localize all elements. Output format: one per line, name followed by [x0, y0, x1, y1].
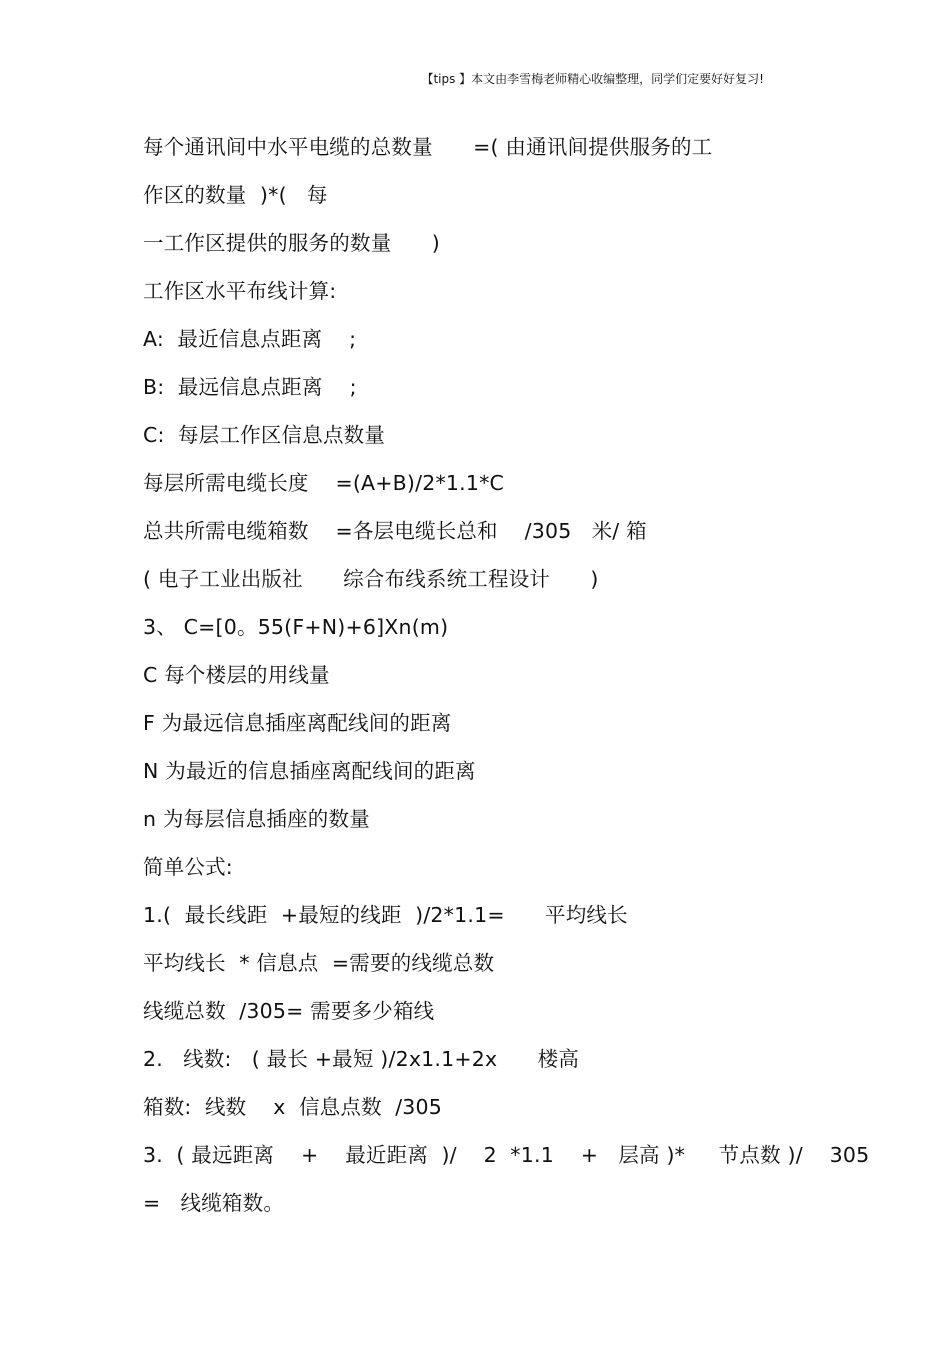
definition-f: F 为最远信息插座离配线间的距离 [143, 711, 452, 735]
header-tips-note: 【tips 】本文由李雪梅老师精心收编整理，同学们定要好好复习! [421, 72, 764, 86]
definition-c-usage: C 每个楼层的用线量 [143, 663, 330, 687]
source-reference: ( 电子工业出版社 综合布线系统工程设计 ) [143, 567, 599, 591]
simple-formula-box-count: 线缆总数 /305= 需要多少箱线 [143, 999, 435, 1023]
definition-c: C: 每层工作区信息点数量 [143, 423, 386, 447]
definition-n: N 为最近的信息插座离配线间的距离 [143, 759, 476, 783]
simple-formula-box-number: 箱数: 线数 x 信息点数 /305 [143, 1095, 443, 1119]
text-line-1: 每个通讯间中水平电缆的总数量 =( 由通讯间提供服务的工 [143, 135, 713, 159]
section-heading-simple-formula: 简单公式: [143, 855, 233, 879]
text-line-2: 作区的数量 )*( 每 [143, 183, 328, 207]
simple-formula-3-result: = 线缆箱数。 [143, 1191, 285, 1215]
section-heading-work-area-calculation: 工作区水平布线计算: [143, 279, 337, 303]
definition-a: A: 最近信息点距离 ; [143, 327, 357, 351]
document-body [143, 126, 870, 1230]
definition-b: B: 最远信息点距离 ; [143, 375, 357, 399]
simple-formula-1: 1.( 最长线距 +最短的线距 )/2*1.1= 平均线长 [143, 903, 628, 927]
formula-cable-length-per-floor: 每层所需电缆长度 =(A+B)/2*1.1*C [143, 471, 505, 495]
definition-n-small: n 为每层信息插座的数量 [143, 807, 370, 831]
simple-formula-2: 2. 线数: ( 最长 +最短 )/2x1.1+2x 楼高 [143, 1047, 580, 1071]
text-line-3: 一工作区提供的服务的数量 ) [143, 231, 440, 255]
formula-3: 3、 C=[0。55(F+N)+6]Xn(m) [143, 615, 449, 639]
simple-formula-3: 3. ( 最远距离 + 最近距离 )/ 2 *1.1 + 层高 )* 节点数 )/ 305 [143, 1143, 870, 1167]
formula-total-cable-boxes: 总共所需电缆箱数 =各层电缆长总和 /305 米/ 箱 [143, 519, 647, 543]
simple-formula-average-total: 平均线长 * 信息点 =需要的线缆总数 [143, 951, 495, 975]
